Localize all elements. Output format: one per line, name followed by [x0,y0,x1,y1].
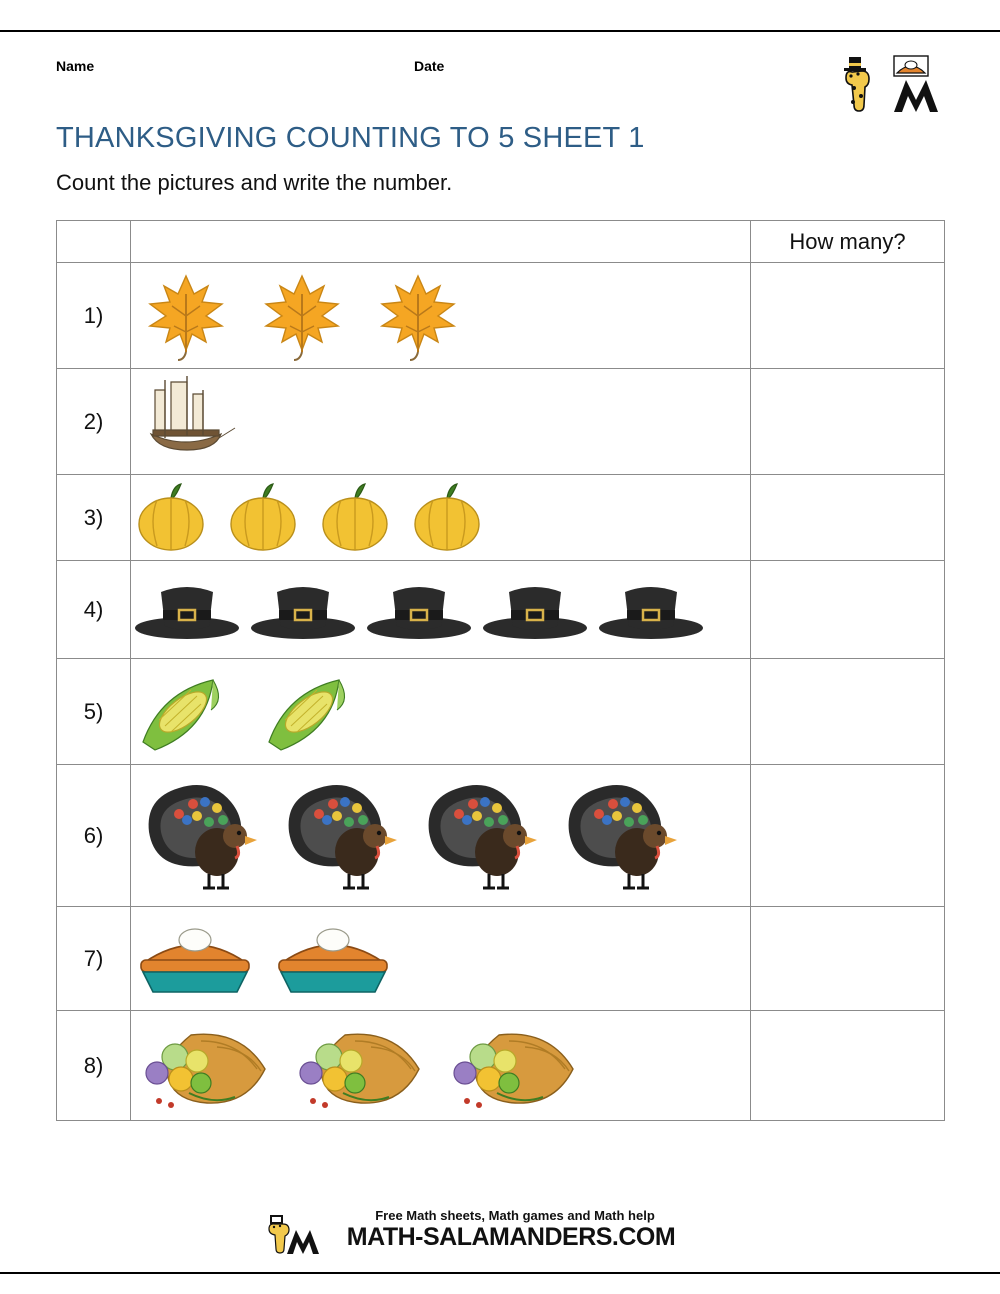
answer-box[interactable] [751,561,945,659]
pumpkin-pie-icon [131,916,259,1002]
row-pictures-turkeys [131,765,751,907]
turkey-icon [271,774,411,898]
table-row [57,561,945,659]
row-number: 4) [57,561,131,659]
pumpkin-pie-icon [269,916,397,1002]
header-blank-number [57,221,131,263]
row-pictures-corn [131,659,751,765]
row-number: 8) [57,1011,131,1121]
top-divider [0,30,1000,32]
answer-box[interactable] [751,1011,945,1121]
footer-site: MATH-SALAMANDERS.COM [346,1223,676,1251]
footer-tagline: Free Math sheets, Math games and Math help [375,1208,655,1223]
bottom-divider [0,1272,1000,1274]
row-pictures-ship [131,369,751,475]
maple-leaf-icon [363,270,473,362]
pilgrim-hat-icon [131,574,243,646]
corn-cob-icon [257,668,365,756]
row-pictures-hats [131,561,751,659]
row-pictures-leaves [131,263,751,369]
table-row [57,659,945,765]
mayflower-ship-icon [131,372,251,472]
name-label: Name [56,58,95,74]
row-number: 6) [57,765,131,907]
table-row [57,765,945,907]
answer-box[interactable] [751,907,945,1011]
table-row [57,263,945,369]
cornucopia-icon [439,1017,585,1115]
pumpkin-icon [315,480,395,556]
row-pictures-pies [131,907,751,1011]
footer [0,1208,1000,1252]
table-header-row [57,221,945,263]
turkey-icon [551,774,691,898]
instructions: Count the pictures and write the number. [56,170,453,195]
row-number: 3) [57,475,131,561]
pumpkin-icon [131,480,211,556]
pilgrim-hat-icon [247,574,359,646]
table-row [57,369,945,475]
header-blank-pictures [131,221,751,263]
corn-cob-icon [131,668,239,756]
pilgrim-hat-icon [363,574,475,646]
maple-leaf-icon [247,270,357,362]
pumpkin-icon [223,480,303,556]
page-title: THANKSGIVING COUNTING TO 5 SHEET 1 [56,122,645,154]
turkey-icon [131,774,271,898]
header-how-many: How many? [751,221,945,263]
cornucopia-icon [285,1017,431,1115]
answer-box[interactable] [751,659,945,765]
table-row [57,907,945,1011]
turkey-icon [411,774,551,898]
table-row [57,475,945,561]
counting-table [56,220,945,1121]
answer-box[interactable] [751,369,945,475]
table-row [57,1011,945,1121]
answer-box[interactable] [751,765,945,907]
math-salamanders-logo-icon [263,1210,325,1258]
pumpkin-icon [407,480,487,556]
row-pictures-pumpkins [131,475,751,561]
cornucopia-icon [131,1017,277,1115]
row-number: 5) [57,659,131,765]
answer-box[interactable] [751,263,945,369]
date-label: Date [414,58,445,74]
maple-leaf-icon [131,270,241,362]
row-number: 7) [57,907,131,1011]
row-pictures-cornucopias [131,1011,751,1121]
math-salamanders-thanksgiving-logo-icon [834,50,944,120]
answer-box[interactable] [751,475,945,561]
row-number: 2) [57,369,131,475]
row-number: 1) [57,263,131,369]
pilgrim-hat-icon [595,574,707,646]
pilgrim-hat-icon [479,574,591,646]
